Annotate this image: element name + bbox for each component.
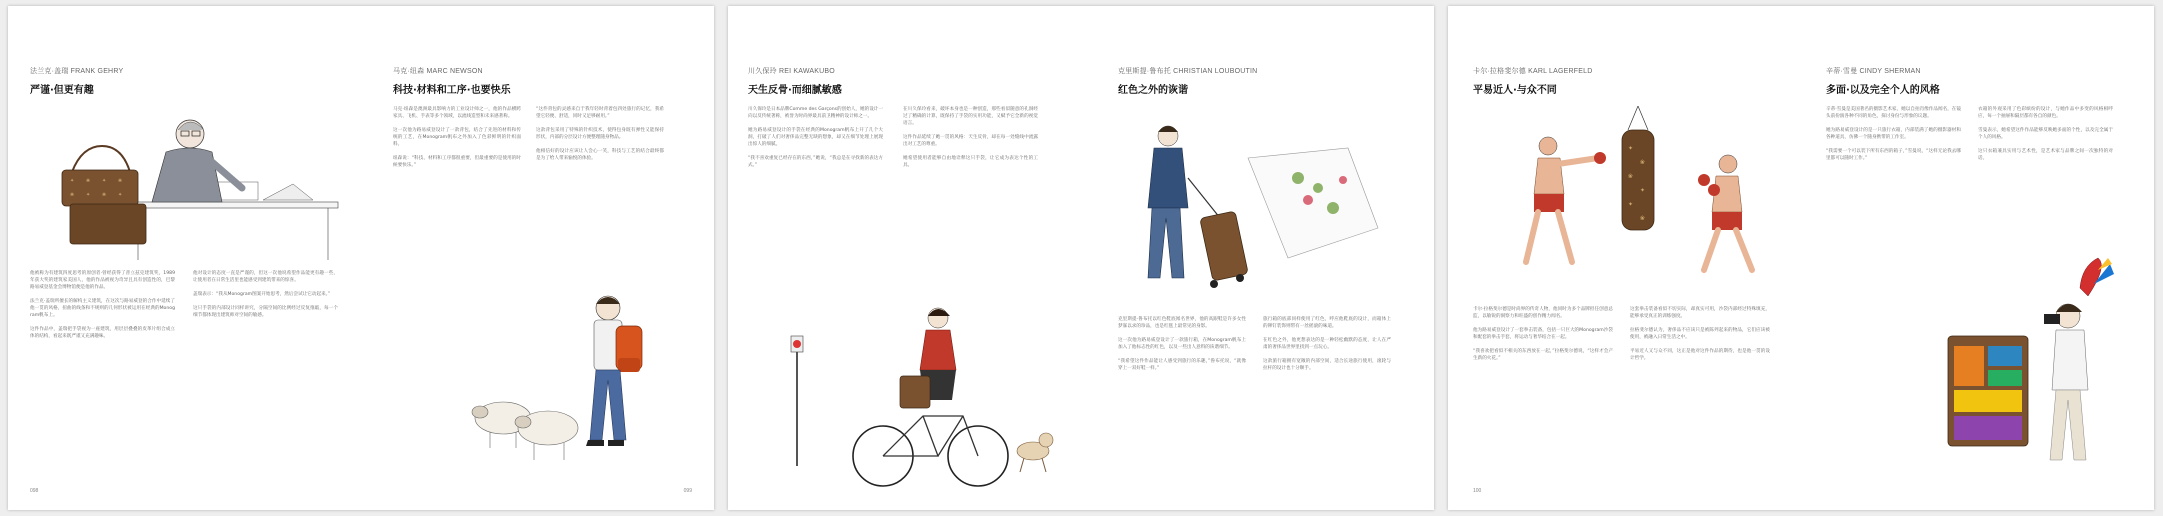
paragraph: 拉格斐尔德认为，奢侈品不应该只是被陈列起来的物品，它们应该被使用，被融入日常生活之中。 — [1630, 328, 1770, 340]
section-title: 科技·材料和工序·也要快乐 — [393, 85, 511, 96]
svg-text:✦: ✦ — [102, 178, 107, 184]
paragraph: 在川久保玲看来，破坏本身也是一种创造，那些看似随意的孔洞经过了精确的计算，既保持了手袋的实用功能，又赋予它全新的视觉语言。 — [903, 107, 1038, 126]
paragraph: 这款旅行箱拥有宽敞的内部空间，适合长途旅行使用，滚轮与拉杆的设计也十分顺手。 — [1263, 359, 1391, 371]
paragraph: 卡尔·拉格斐尔德是时尚界的传奇人物，他同时为多个品牌担任创意总监，以敏锐的洞察力和旺盛的创作精力闻名。 — [1473, 307, 1613, 319]
page-number: 099 — [683, 488, 692, 494]
paragraph: 这款背包采用了特殊的针织技术，使得包身既有弹性又能保持形状，内部的分层设计方便整理随身物品。 — [536, 128, 664, 140]
text-column — [1826, 106, 1961, 256]
svg-text:✦: ✦ — [1628, 201, 1634, 208]
svg-text:✦: ✦ — [1640, 187, 1646, 194]
boxers-and-punching-bag-illustration — [1488, 106, 1788, 286]
svg-text:❀: ❀ — [70, 192, 75, 198]
paragraph: 这件作品延续了她一贯的风格：天生反骨，却在每一处缝线中流露出对工艺的尊重。 — [903, 135, 1038, 147]
paragraph: “我不喜欢重复已经存在的东西，”她说，“我总是在寻找新的表达方式。” — [748, 156, 883, 168]
paragraph: 这只手袋的内部设计同样讲究，分隔空间的比例经过反复推敲，每一个细节都体现出建筑师对空间的敏感。 — [193, 306, 338, 318]
man-with-trolley-case-illustration — [1128, 118, 1388, 308]
paragraph: 川久保玲是日本品牌Comme des Garçons的创始人，她的设计一向以反传统著称，被誉为时尚界最具前卫精神的设计师之一。 — [748, 107, 883, 119]
paragraph: “我需要一个可以装下所有东西的箱子，”雪曼说，“这样无论我去哪里都可以随时工作。” — [1826, 149, 1961, 161]
paragraph: 旅行箱的底部同样使用了红色，呼应他鞋底的设计，而箱体上的铆钉装饰则带有一丝摇滚的味道。 — [1263, 317, 1391, 329]
paragraph: “这件背包的灵感来自于我年轻时背着包四处旅行的记忆，我希望它轻便、舒适，同时又足够耐用。” — [536, 107, 664, 119]
paragraph: 她希望使用者能够自由地诠释这只手袋，让它成为表达个性的工具。 — [903, 156, 1038, 168]
paragraph: 她为路易威登设计的是一只旅行衣箱，内部装满了她的摄影器材和各种道具，仿佛一个随身携带的工作室。 — [1826, 128, 1961, 140]
page-number: 100 — [1473, 488, 1482, 494]
paragraph: 盖瑞表示：“我从Monogram图案开始思考，然后尝试让它动起来。” — [193, 292, 331, 297]
svg-text:❀: ❀ — [1640, 159, 1646, 166]
svg-text:❀: ❀ — [118, 178, 123, 184]
paragraph: 她为路易威登设计的手袋在经典的Monogram帆布上开了几个大洞，打破了人们对奢侈品完整无缺的想象，却又在细节处理上展现出惊人的细腻。 — [748, 128, 883, 147]
section-lagerfeld — [1473, 66, 1592, 96]
paragraph: 他对设计的态度一直是严谨的，但这一次他说希望作品能更有趣一些，让使用者在日常生活里也能感受到建筑带来的惊喜。 — [193, 271, 338, 283]
svg-text:✦: ✦ — [86, 192, 91, 198]
section-newson — [393, 66, 511, 96]
page-spread-1 — [8, 6, 714, 510]
svg-text:✦: ✦ — [118, 192, 123, 198]
text-column — [193, 270, 338, 475]
page-spread-3 — [1448, 6, 2154, 510]
text-column — [30, 270, 175, 475]
section-title: 平易近人·与众不同 — [1473, 85, 1557, 96]
svg-text:✦: ✦ — [1628, 145, 1634, 152]
text-column — [1630, 306, 1770, 481]
paragraph: 这一次他为路易威登设计了一款背包，结合了先进的材料和传统的工艺，在Monogram帆布之外加入了色彩鲜明的针织面料。 — [393, 128, 521, 147]
text-column — [903, 106, 1038, 311]
section-kawakubo — [748, 66, 842, 96]
page-spread-2 — [728, 6, 1434, 510]
paragraph: 衣箱的外观采用了色彩缤纷的设计，与她作品中多变的风格相呼应，每一个抽屉和隔层都有各自的颜色。 — [1978, 107, 2113, 119]
paragraph: 法兰克·盖瑞所擅长的解构主义建筑，在这次与路易威登的合作中延续了他一贯的风格，扭曲的线条和不规则的几何形状被运用在经典的Monogram帆布上。 — [30, 299, 175, 318]
section-title: 红色之外的诙谐 — [1118, 85, 1188, 96]
man-with-backpack-and-sheep-illustration — [468, 288, 678, 488]
designer-name: 马克·纽森 MARC NEWSON — [393, 68, 483, 75]
paragraph: 在红色之外，他更想表达的是一种轻松幽默的态度，让人在严肃的奢侈品世界里找到一点玩心。 — [1263, 338, 1391, 350]
paragraph: 这一次他为路易威登设计了一款旅行箱，在Monogram帆布上加入了他标志性的红色，以及一些出人意料的诙谐细节。 — [1118, 338, 1246, 350]
text-column — [1118, 316, 1246, 481]
section-gehry — [30, 66, 123, 96]
text-column — [536, 106, 664, 246]
photographer-with-parrot-illustration — [1938, 256, 2128, 476]
designer-name: 卡尔·拉格斐尔德 KARL LAGERFELD — [1473, 68, 1593, 75]
section-title: 天生反骨·而细腻敏感 — [748, 85, 842, 96]
paragraph: 辛蒂·雪曼是美国著名的摄影艺术家，她以自拍肖像作品闻名，在镜头前扮演各种不同的角色，探讨身份与形象的议题。 — [1826, 107, 1961, 119]
paragraph: 雪曼表示，她希望这件作品能够反映她多面的个性，以及完全属于个人的风格。 — [1978, 128, 2113, 140]
paragraph: 他被称为有建筑四度思考的原创者·曾经获得了普立兹克建筑奖，1989年获大奖的建筑家美国人，他的作品被视为奇异且具有创造性的，巴黎路易威登基金会博物馆便是他的作品。 — [30, 271, 175, 290]
text-column — [1263, 316, 1391, 481]
paragraph: 克里斯提·鲁布托以红色鞋底闻名世界，他的高跟鞋是许多女性梦寐以求的珍品，也是红毯上最常见的身影。 — [1118, 317, 1246, 329]
paragraph: “我希望这件作品能让人感受到旅行的乐趣，”鲁布托说，“就像穿上一双好鞋一样。” — [1118, 359, 1246, 371]
designer-name: 法兰克·盖瑞 FRANK GEHRY — [30, 68, 124, 75]
section-sherman — [1826, 66, 1940, 96]
paragraph: “我喜欢把看似不相关的东西放在一起，”拉格斐尔德说，“这样才会产生新的火花。” — [1473, 349, 1613, 361]
paragraph: 纽森说：“科技、材料和工序都很重要，但最重要的是使用的时候要快乐。” — [393, 156, 521, 168]
architect-at-desk-illustration — [48, 112, 348, 262]
woman-on-bicycle-with-dog-illustration — [788, 306, 1058, 496]
designer-name: 克里斯提·鲁布托 CHRISTIAN LOUBOUTIN — [1118, 68, 1258, 75]
text-column — [393, 106, 521, 246]
text-column — [748, 106, 883, 311]
text-column — [1978, 106, 2113, 216]
text-column — [1473, 306, 1613, 481]
section-louboutin — [1118, 66, 1257, 96]
designer-name: 川久保玲 REI KAWAKUBO — [748, 68, 835, 75]
svg-text:❀: ❀ — [86, 178, 91, 184]
paragraph: 这只衣箱兼具实用与艺术性，是艺术家与品牌之间一次独特的对话。 — [1978, 149, 2113, 161]
paragraph: 这套拳击装备看似不切实际，却真实可用，沙袋内部经过特殊填充，能够承受真正的训练强度。 — [1630, 307, 1770, 319]
svg-text:❀: ❀ — [102, 192, 107, 198]
svg-text:❀: ❀ — [1640, 215, 1646, 222]
paragraph: 他相信好的设计应该让人会心一笑，科技与工艺的结合最终都是为了给人带来愉悦的体验。 — [536, 149, 664, 161]
paragraph: 平易近人又与众不同，这正是他对这件作品的期待，也是他一贯的设计哲学。 — [1630, 349, 1770, 361]
paragraph: 马克·纽森是澳洲最具影响力的工业设计师之一，他的作品横跨家具、飞机、手表等多个领域，以流线造型和未来感著称。 — [393, 107, 521, 119]
paragraph: 这件作品中，盖瑞把手袋视为一座建筑，用层层叠叠的皮革片组合成立体的结构，看起来既严谨又充满趣味。 — [30, 327, 175, 339]
svg-text:✦: ✦ — [70, 178, 75, 184]
paragraph: 他为路易威登设计了一套拳击装备，包括一只巨大的Monogram沙袋和配套的拳击手套，将运动与奢华结合在一起。 — [1473, 328, 1613, 340]
svg-text:❀: ❀ — [1628, 173, 1634, 180]
section-title: 严谨·但更有趣 — [30, 85, 94, 96]
page-number: 098 — [30, 488, 39, 494]
designer-name: 辛蒂·雪曼 CINDY SHERMAN — [1826, 68, 1921, 75]
section-title: 多面·以及完全个人的风格 — [1826, 85, 1940, 96]
